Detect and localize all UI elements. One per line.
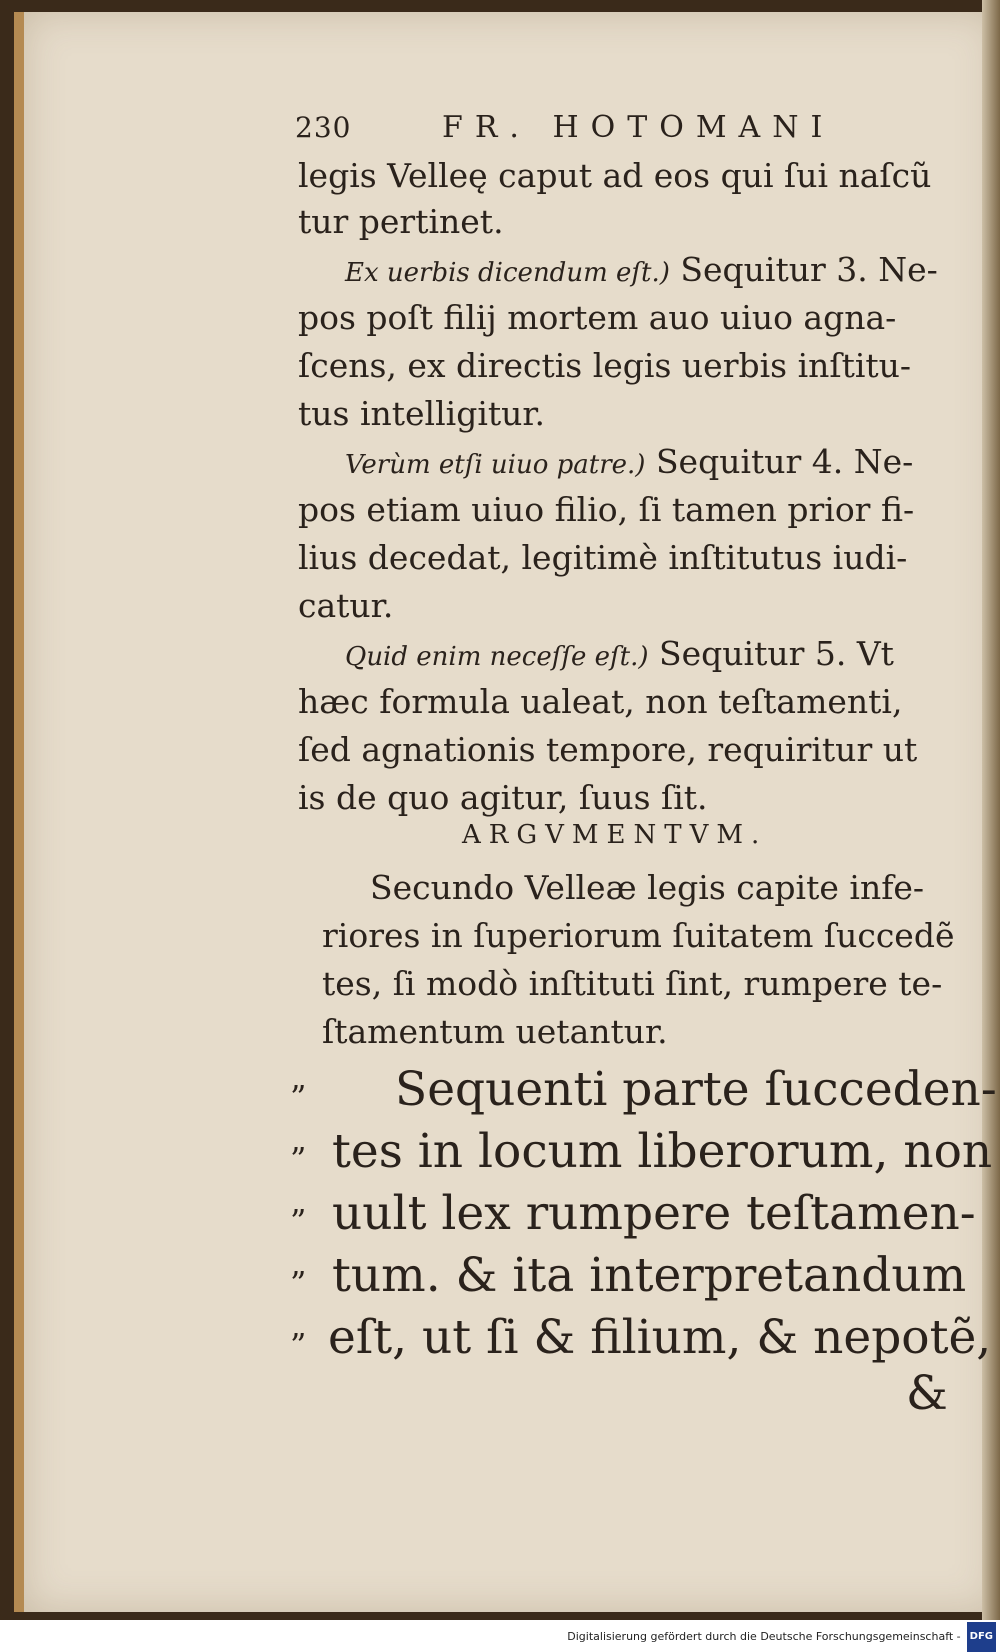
quote-mark: ”: [290, 1078, 307, 1116]
line-text: Sequitur 3. Ne-: [680, 250, 938, 289]
digitization-footer: [0, 1622, 1000, 1650]
footer-text: Digitalisierung gefördert durch die Deutsche Forschungsgemeinschaft -: [567, 1630, 961, 1643]
large-line: uult lex rumpere teſtamen-: [332, 1186, 976, 1241]
text-line: lius decedat, legitimè inſtitutus iudi-: [298, 538, 908, 577]
text-line: tus intelligitur.: [298, 394, 546, 433]
lemma: Ex uerbis dicendum eſt.): [345, 258, 670, 288]
quote-mark: ”: [290, 1140, 307, 1178]
text-line: tur pertinet.: [298, 202, 504, 241]
line-text: Sequitur 4. Ne-: [655, 442, 914, 481]
text-line: is de quo agitur, ſuus ſit.: [298, 778, 708, 817]
running-header: [295, 110, 834, 145]
argumentum-line: ſtamentum uetantur.: [322, 1012, 668, 1051]
large-line: eſt, ut ſi & filium, & nepotẽ,: [328, 1310, 992, 1365]
quote-mark: ”: [290, 1202, 307, 1240]
argumentum-line: Secundo Velleæ legis capite infe-: [370, 868, 925, 907]
text-line: catur.: [298, 586, 394, 625]
text-line: ſed agnationis tempore, requiritur ut: [298, 730, 918, 769]
text-line: legis Velleę caput ad eos qui ſui naſcũ: [298, 156, 932, 195]
lemma: Verùm etſi uiuo patre.): [345, 450, 646, 480]
quote-mark: ”: [290, 1264, 307, 1302]
argumentum-heading: ARGVMENTVM.: [462, 820, 768, 850]
large-line: Sequenti parte ſucceden-: [395, 1062, 997, 1117]
text-line: ſcens, ex directis legis uerbis inſtitu-: [298, 346, 912, 385]
large-line: tum. & ita interpretandum: [332, 1248, 967, 1303]
text-line: [345, 630, 894, 681]
text-line: hæc formula ualeat, non teſtamenti,: [298, 682, 903, 721]
page-number: 230: [295, 111, 352, 144]
text-line: pos poſt filij mortem auo uiuo agna-: [298, 298, 897, 337]
text-line: [345, 438, 913, 489]
large-line: &: [906, 1366, 948, 1421]
text-line: pos etiam uiuo filio, ſi tamen prior fi-: [298, 490, 915, 529]
dfg-logo: DFG: [967, 1622, 996, 1652]
running-title: FR. HOTOMANI: [442, 110, 835, 145]
page-edge: [982, 0, 1000, 1620]
line-text: Sequitur 5. Vt: [659, 634, 894, 673]
lemma: Quid enim neceſſe eſt.): [345, 642, 649, 672]
argumentum-line: riores in ſuperiorum ſuitatem ſuccedẽ: [322, 916, 955, 955]
large-line: tes in locum liberorum, non: [332, 1124, 993, 1179]
quote-mark: ”: [290, 1326, 307, 1364]
text-line: [345, 246, 938, 297]
argumentum-line: tes, ſi modò inſtituti ſint, rumpere te-: [322, 964, 943, 1003]
